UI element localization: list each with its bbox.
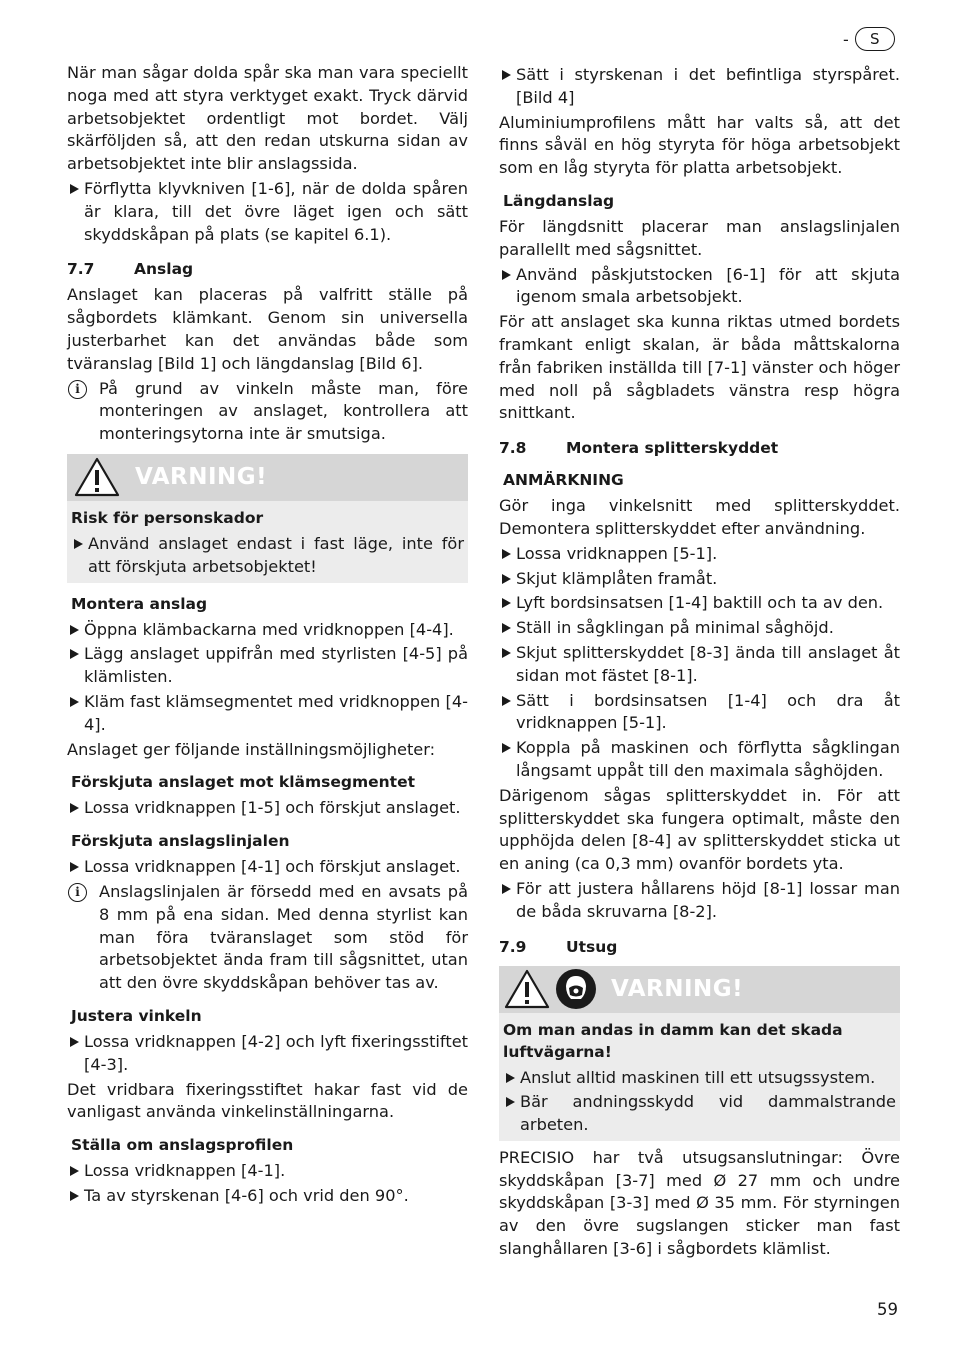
left-column xyxy=(67,62,468,1210)
bullet-text: Lossa vridknappen [5-1]. xyxy=(516,543,718,563)
warning-title: VARNING! xyxy=(611,976,744,1002)
bullet-item xyxy=(67,619,468,642)
warning-box xyxy=(67,454,468,583)
bullet-text: Använd anslaget endast i fast läge, inte för att förskjuta arbetsobjektet! xyxy=(88,533,464,576)
warning-triangle-icon xyxy=(73,456,121,498)
subheading: Längdanslag xyxy=(503,191,615,210)
bullet-item xyxy=(67,643,468,689)
bullet-arrow-icon xyxy=(70,1191,79,1201)
section-number: 7.7 xyxy=(67,260,95,279)
bullet-arrow-icon xyxy=(506,1073,515,1083)
paragraph: Det vridbara fixeringsstiftet hakar fast vid de vanligast använda vinkelinställningarna. xyxy=(67,1079,468,1122)
section-heading-7-9 xyxy=(499,936,900,958)
bullet-item xyxy=(67,1185,468,1208)
bullet-text: Anslut alltid maskinen till ett utsugssystem. xyxy=(520,1067,876,1087)
paragraph: Gör inga vinkelsnitt med splitterskyddet. Demontera splitterskyddet efter användning. xyxy=(499,496,900,538)
bullet-arrow-icon xyxy=(502,696,511,706)
warning-box xyxy=(499,966,900,1141)
paragraph: PRECISIO har två utsugsanslutningar: Övre skyddskåpan [3-7] med Ø 27 mm och undre skyddskåpan [3-3] med Ø 35 mm. För styrningen av den övre sugslangen sticker man fast slanghållaren [3-6] i sågbordets klämlist. xyxy=(499,1147,900,1259)
bullet-item xyxy=(499,64,900,110)
bullet-text: Lossa vridknappen [4-1]. xyxy=(84,1161,286,1181)
bullet-arrow-icon xyxy=(502,574,511,584)
section-number: 7.9 xyxy=(499,937,527,956)
bullet-arrow-icon xyxy=(70,862,79,872)
right-column xyxy=(499,62,900,1263)
bullet-item xyxy=(67,1031,468,1077)
warning-header xyxy=(67,454,468,501)
bullet-text: Lossa vridknappen [4-1] och förskjut anslaget. xyxy=(84,857,461,877)
bullet-arrow-icon xyxy=(70,184,79,194)
paragraph: Anslaget kan placeras på valfritt ställe på sågbordets klämkant. Genom sin universella justerbarhet kan det användas både som tväranslag [Bild 1] och längdanslag [Bild 6]. xyxy=(67,285,468,373)
bullet-arrow-icon xyxy=(70,1166,79,1176)
bullet-text: Sätt i bordsinsatsen [1-4] och dra åt vridknappen [5-1]. xyxy=(516,690,900,733)
bullet-text: Sätt i styrskenan i det befintliga styrspåret. [Bild 4] xyxy=(516,65,900,107)
respirator-mask-icon xyxy=(555,968,597,1010)
bullet-arrow-icon xyxy=(506,1097,515,1107)
paragraph: Därigenom sågas splitterskyddet in. För att splitterskyddet ska fungera optimalt, måste den upphöjda delen [8-4] av splitterskyddet sticka ut en aning (ca 0,3 mm) ovanför bordets yta. xyxy=(499,785,900,874)
info-text: På grund av vinkeln måste man, före monteringen av anslaget, kontrollera att monteringsytorna inte är smutsiga. xyxy=(99,378,468,444)
info-note xyxy=(67,378,468,446)
bullet-item xyxy=(503,1091,896,1137)
bullet-item xyxy=(67,797,468,820)
bullet-item xyxy=(67,1160,468,1183)
bullet-item xyxy=(499,617,900,640)
paragraph: Anslaget ger följande inställningsmöjligheter: xyxy=(67,739,436,759)
paragraph: Aluminiumprofilens mått har valts så, att det finns såväl en hög styryta för höga arbetsobjekt som en låg styryta för platta arbetsobjekt. xyxy=(499,112,900,178)
info-note xyxy=(67,881,468,995)
bullet-arrow-icon xyxy=(502,598,511,608)
bullet-text: Använd påskjutstocken [6-1] för att skjuta igenom smala arbetsobjekt. xyxy=(516,264,900,307)
section-title: Montera splitterskyddet xyxy=(566,439,779,458)
bullet-text: Skjut klämplåten framåt. xyxy=(516,568,718,588)
bullet-arrow-icon xyxy=(502,743,511,753)
bullet-arrow-icon xyxy=(502,884,511,894)
bullet-text: Öppna klämbackarna med vridknoppen [4-4]. xyxy=(84,619,454,639)
subheading: ANMÄRKNING xyxy=(503,471,624,490)
bullet-item xyxy=(499,642,900,688)
warning-subtitle: Om man andas in damm kan det skada luftvägarna! xyxy=(503,1020,843,1061)
header-dash: - xyxy=(843,29,849,49)
bullet-text: Ta av styrskenan [4-6] och vrid den 90°. xyxy=(84,1185,409,1205)
subheading: Förskjuta anslagslinjalen xyxy=(71,832,290,851)
info-icon: i xyxy=(68,380,87,399)
paragraph: För att anslaget ska kunna riktas utmed bordets framkant enligt skalan, är båda måttskalorna från fabriken inställda till [7-1] vänster och höger med noll på sågbladets vänstra resp högra snittkant. xyxy=(499,312,900,423)
bullet-text: Skjut splitterskyddet [8-3] ända till anslaget åt sidan mot fästet [8-1]. xyxy=(516,642,900,685)
bullet-item xyxy=(499,592,900,615)
bullet-item xyxy=(67,691,468,737)
warning-subtitle: Risk för personskador xyxy=(71,508,264,527)
bullet-item xyxy=(499,737,900,783)
bullet-arrow-icon xyxy=(70,803,79,813)
subheading: Ställa om anslagsprofilen xyxy=(71,1136,294,1155)
bullet-item xyxy=(499,568,900,591)
subheading: Förskjuta anslaget mot klämsegmentet xyxy=(71,773,416,792)
bullet-text: Lossa vridknappen [4-2] och lyft fixeringsstiftet [4-3]. xyxy=(84,1031,468,1074)
subheading: Montera anslag xyxy=(71,594,208,613)
warning-triangle-icon xyxy=(503,968,551,1010)
page-number: 59 xyxy=(877,1300,898,1319)
bullet-arrow-icon xyxy=(502,549,511,559)
bullet-arrow-icon xyxy=(502,270,511,280)
section-heading-7-7 xyxy=(67,258,468,280)
section-number: 7.8 xyxy=(499,439,527,458)
bullet-text: Lägg anslaget uppifrån med styrlisten [4-5] på klämlisten. xyxy=(84,644,468,687)
bullet-arrow-icon xyxy=(70,697,79,707)
bullet-item xyxy=(67,856,468,879)
bullet-arrow-icon xyxy=(74,539,83,549)
bullet-item xyxy=(71,533,464,579)
bullet-item xyxy=(499,878,900,924)
bullet-item xyxy=(499,264,900,310)
warning-header xyxy=(499,966,900,1013)
section-title: Anslag xyxy=(134,260,194,279)
paragraph: När man sågar dolda spår ska man vara speciellt noga med att styra verktyget exakt. Tryck därvid arbetsobjektet ordentligt mot bordet. Välj skärföljden så, att den redan utskurna sidan av arbetsobjektet inte blir anslagssida. xyxy=(67,63,468,174)
language-badge: S xyxy=(855,27,895,51)
bullet-item xyxy=(499,690,900,736)
bullet-text: Ställ in sågklingan på minimal såghöjd. xyxy=(516,618,834,638)
info-icon: i xyxy=(68,883,87,902)
bullet-text: Förflytta klyvkniven [1-6], när de dolda spåren är klara, till det övre läget igen och sätt skyddskåpan på plats (se kapitel 6.1). xyxy=(84,178,468,244)
section-heading-7-8 xyxy=(499,437,900,459)
bullet-text: Lossa vridknappen [1-5] och förskjut anslaget. xyxy=(84,798,461,818)
bullet-item xyxy=(499,543,900,566)
bullet-text: Lyft bordsinsatsen [1-4] baktill och ta av den. xyxy=(516,593,884,613)
warning-title: VARNING! xyxy=(135,464,268,491)
bullet-text: För att justera hållarens höjd [8-1] lossar man de båda skruvarna [8-2]. xyxy=(516,878,900,921)
bullet-text: Bär andningsskydd vid dammalstrande arbeten. xyxy=(520,1092,896,1135)
language-marker xyxy=(843,27,895,51)
subheading: Justera vinkeln xyxy=(71,1006,202,1025)
paragraph: För längdsnitt placerar man anslagslinjalen parallellt med sågsnittet. xyxy=(499,216,900,259)
bullet-text: Koppla på maskinen och förflytta sågklingan långsamt uppåt till den maximala såghöjden. xyxy=(516,738,900,780)
bullet-arrow-icon xyxy=(502,623,511,633)
section-title: Utsug xyxy=(566,937,618,956)
bullet-arrow-icon xyxy=(502,648,511,658)
bullet-arrow-icon xyxy=(502,70,511,80)
bullet-arrow-icon xyxy=(70,649,79,659)
bullet-text: Kläm fast klämsegmentet med vridknoppen [4-4]. xyxy=(84,691,468,734)
bullet-arrow-icon xyxy=(70,1037,79,1047)
bullet-item xyxy=(503,1067,896,1090)
bullet-item xyxy=(67,178,468,246)
info-text: Anslagslinjalen är försedd med en avsats på 8 mm på ena sidan. Med denna styrlist kan man föra tväranslaget som stöd för arbetsobjektet ända fram till sågsnittet, utan att den övre skyddskåpan behöver tas av. xyxy=(99,881,468,993)
bullet-arrow-icon xyxy=(70,625,79,635)
